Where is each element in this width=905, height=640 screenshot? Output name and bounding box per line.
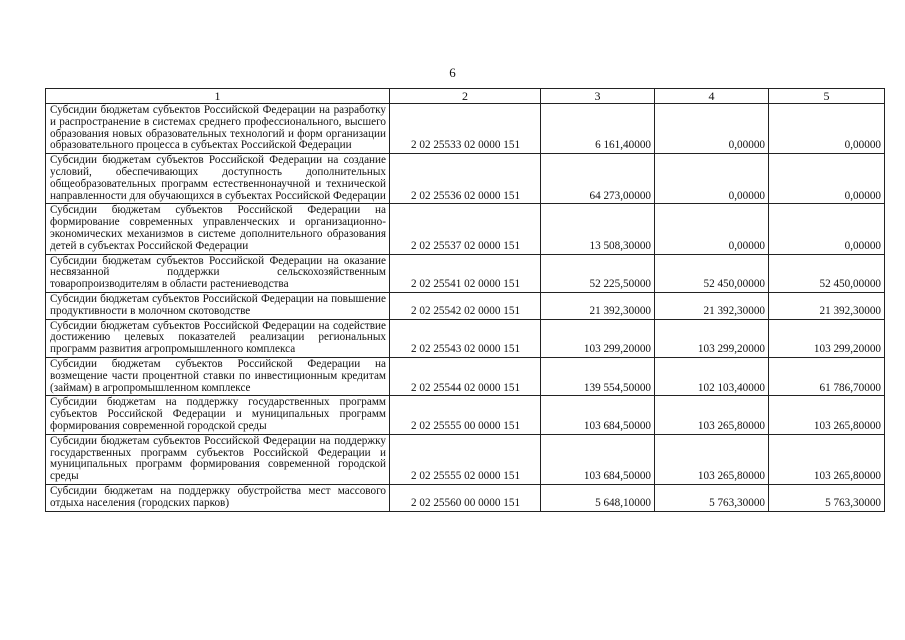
row-value-col3: 103 299,20000 — [541, 319, 655, 357]
row-value-col3: 52 225,50000 — [541, 254, 655, 292]
budget-table — [45, 88, 885, 512]
row-value-col3: 103 684,50000 — [541, 396, 655, 434]
row-value-col4: 103 265,80000 — [655, 434, 769, 484]
row-value-col3: 13 508,30000 — [541, 204, 655, 254]
row-code: 2 02 25536 02 0000 151 — [390, 154, 541, 204]
row-value-col4: 52 450,00000 — [655, 254, 769, 292]
row-value-col4: 21 392,30000 — [655, 292, 769, 319]
column-header-1: 1 — [46, 89, 390, 104]
column-header-3: 3 — [541, 89, 655, 104]
row-value-col4: 0,00000 — [655, 154, 769, 204]
table-row — [46, 357, 885, 395]
row-value-col5: 103 299,20000 — [769, 319, 885, 357]
page-number: 6 — [449, 65, 456, 80]
row-value-col5: 0,00000 — [769, 154, 885, 204]
row-value-col4: 0,00000 — [655, 204, 769, 254]
row-value-col5: 52 450,00000 — [769, 254, 885, 292]
row-value-col3: 5 648,10000 — [541, 484, 655, 511]
row-description: Субсидии бюджетам субъектов Российской Федерации на повышение продуктивности в молочном скотоводстве — [46, 292, 390, 319]
row-description: Субсидии бюджетам субъектов Российской Федерации на формирование современных управленческих и организационно-экономических механизмов в системе дополнительного образования детей в субъектах Российской Федерации — [46, 204, 390, 254]
row-code: 2 02 25555 02 0000 151 — [390, 434, 541, 484]
row-value-col5: 0,00000 — [769, 104, 885, 154]
row-description: Субсидии бюджетам субъектов Российской Федерации на поддержку государственных программ субъектов Российской Федерации и муниципальных программ формирования современной городской среды — [46, 434, 390, 484]
row-code: 2 02 25560 00 0000 151 — [390, 484, 541, 511]
row-value-col3: 103 684,50000 — [541, 434, 655, 484]
row-value-col5: 103 265,80000 — [769, 396, 885, 434]
header-row — [46, 89, 885, 104]
table-row — [46, 154, 885, 204]
table-row — [46, 292, 885, 319]
column-header-4: 4 — [655, 89, 769, 104]
row-description: Субсидии бюджетам субъектов Российской Федерации на возмещение части процентной ставки по инвестиционным кредитам (займам) в агропромышленном комплексе — [46, 357, 390, 395]
row-description: Субсидии бюджетам субъектов Российской Федерации на оказание несвязанной поддержки сельскохозяйственным товаропроизводителям в области растениеводства — [46, 254, 390, 292]
row-code: 2 02 25541 02 0000 151 — [390, 254, 541, 292]
row-value-col4: 0,00000 — [655, 104, 769, 154]
row-code: 2 02 25543 02 0000 151 — [390, 319, 541, 357]
row-code: 2 02 25555 00 0000 151 — [390, 396, 541, 434]
row-value-col4: 103 265,80000 — [655, 396, 769, 434]
row-value-col3: 139 554,50000 — [541, 357, 655, 395]
row-value-col3: 6 161,40000 — [541, 104, 655, 154]
row-value-col3: 64 273,00000 — [541, 154, 655, 204]
table-row — [46, 484, 885, 511]
row-value-col5: 61 786,70000 — [769, 357, 885, 395]
row-code: 2 02 25544 02 0000 151 — [390, 357, 541, 395]
table-row — [46, 104, 885, 154]
row-value-col5: 21 392,30000 — [769, 292, 885, 319]
table-row — [46, 319, 885, 357]
row-description: Субсидии бюджетам субъектов Российской Федерации на разработку и распространение в системах среднего профессионального, высшего образования новых образовательных технологий и форм организации образовательного процесса в субъектах Российской Федерации — [46, 104, 390, 154]
row-description: Субсидии бюджетам субъектов Российской Федерации на содействие достижению целевых показателей реализации региональных программ развития агропромышленного комплекса — [46, 319, 390, 357]
row-value-col5: 0,00000 — [769, 204, 885, 254]
table-row — [46, 434, 885, 484]
row-value-col5: 103 265,80000 — [769, 434, 885, 484]
column-header-5: 5 — [769, 89, 885, 104]
row-value-col4: 5 763,30000 — [655, 484, 769, 511]
row-description: Субсидии бюджетам на поддержку обустройства мест массового отдыха населения (городских парков) — [46, 484, 390, 511]
table-row — [46, 396, 885, 434]
row-code: 2 02 25542 02 0000 151 — [390, 292, 541, 319]
row-description: Субсидии бюджетам на поддержку государственных программ субъектов Российской Федерации и муниципальных программ формирования современной городской среды — [46, 396, 390, 434]
table-row — [46, 204, 885, 254]
table-row — [46, 254, 885, 292]
row-value-col4: 103 299,20000 — [655, 319, 769, 357]
row-value-col5: 5 763,30000 — [769, 484, 885, 511]
row-code: 2 02 25533 02 0000 151 — [390, 104, 541, 154]
column-header-2: 2 — [390, 89, 541, 104]
row-value-col3: 21 392,30000 — [541, 292, 655, 319]
row-value-col4: 102 103,40000 — [655, 357, 769, 395]
row-code: 2 02 25537 02 0000 151 — [390, 204, 541, 254]
row-description: Субсидии бюджетам субъектов Российской Федерации на создание условий, обеспечивающих доступность дополнительных общеобразовательных программ естественнонаучной и технической направленности для обучающихся в субъектах Российской Федерации — [46, 154, 390, 204]
